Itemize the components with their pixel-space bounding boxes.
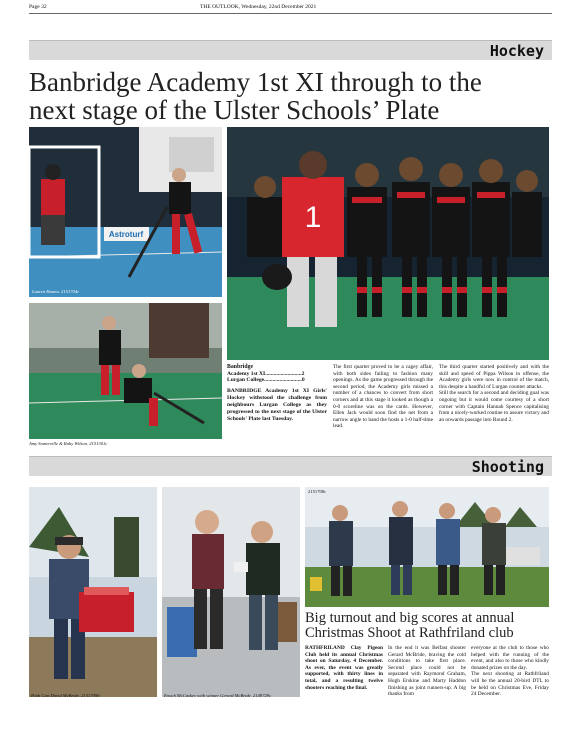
results-team-name: Banbridge — [227, 364, 254, 370]
hockey-intro: BANBRIDGE Academy 1st XI Girls' Hockey withstood the challenge from neighbours Lurgan College as they progressed to the next stage of the Ulster Schools' Plate last Tuesday. — [227, 387, 327, 422]
shooting-paragraph-1: RATHFRILAND Clay Pigeon Club held its annual Christmas shoot on Saturday, 4 December. As ever, the event was greatly supported, with thirty lines in total, and a resulting twelve shooters reaching the final. — [305, 645, 383, 691]
hockey-section-label: Hockey — [489, 42, 544, 60]
hockey-headline — [29, 68, 482, 125]
shooting-section-bar — [29, 456, 552, 476]
hockey-article-col2 — [333, 364, 433, 430]
page-number: Page 32 — [29, 4, 47, 10]
shooting-paragraph-3b: The next shooting at Rathfriland will be the annual 20-bird DTL to be held on Christmas Eve, Friday 24 December. — [471, 671, 549, 698]
shooting-article-col1 — [305, 645, 383, 691]
shooting-headline — [305, 611, 514, 641]
hockey-section-bar — [29, 40, 552, 60]
shooting-photo2-caption: Enoch McCaskey with winner Gerard McBride. 2149729c — [164, 693, 272, 697]
hockey-photo-somerville-wilson — [29, 303, 222, 439]
hockey-headline-line2: next stage of the Ulster Schools’ Plate — [29, 95, 440, 126]
shooting-headline-line1: Big turnout and big scores at annual — [305, 610, 515, 626]
hockey-paragraph-3b: Still the search for a second and deciding goal was ongoing but it would come courtesy of a short corner with Captain Hannah Spence capitalising from a nicely-worked routine to assure victory and an onwards passage into Round 2. — [439, 390, 549, 423]
hockey-paragraph-2: The first quarter proved to be a cagey affair, with both sides failing to fashion many openings. As the game progressed through the second period, the Academy girls missed a number of a chances to convert from short corners and at this stage it looked as though a 0-0 scoreline was on the cards. However, Ellen Jack would soon find the net from a narrow angle to hand the hosts a 1-0 half-time lead. — [333, 364, 433, 430]
hockey-photo-lauren-hanna — [29, 127, 222, 297]
hockey-photo3-caption: Amy Somerville & Ruby Wilson. 2151301c — [29, 441, 108, 446]
publication-date: THE OUTLOOK, Wednesday, 22nd December 2021 — [200, 4, 317, 10]
hockey-photo-team-huddle — [227, 127, 549, 360]
hockey-article-col3 — [439, 364, 549, 423]
hockey-paragraph-3a: The third quarter started positively and with the skill and speed of Pippa Wilson in offense, the Academy girls were now in control of the match, this despite a handful of Lurgan counter attacks. — [439, 364, 549, 390]
hockey-article-col1 — [227, 364, 327, 423]
shooting-section-label: Shooting — [471, 458, 544, 476]
shooting-article-col3 — [471, 645, 549, 698]
goalkeeper-jersey-number: 1 — [304, 201, 322, 234]
hockey-photo1-caption: Lauren Hanna. 2151704c — [32, 289, 80, 294]
astroturf-board-text: Astroturf — [108, 230, 144, 239]
shooting-photo1-caption: High Gun David McBride. 2151709b — [31, 693, 100, 697]
shooting-paragraph-3a: everyone at the club to those who helped with the running of the event, and also to those who kindly donated prizes on the day. — [471, 645, 549, 671]
result-row-1: Academy 1st XI..........................2 — [227, 370, 305, 377]
shooting-headline-line2: Christmas Shoot at Rathfriland club — [305, 625, 514, 642]
hockey-headline-line1: Banbridge Academy 1st XI through to the — [29, 67, 482, 97]
shooting-photo-david-mcbride — [29, 487, 157, 697]
shooting-photo-group — [305, 487, 549, 607]
result-row-2: Lurgan College...........................0 — [227, 377, 305, 384]
shooting-photo3-code: 2151708c — [308, 489, 327, 494]
shooting-article-col2 — [388, 645, 466, 698]
shooting-photo-enoch-gerard — [162, 487, 300, 697]
shooting-paragraph-2: In the end it was Belfast shooter Gerard McBride, braving the cold conditions to take first place. Second place could not be separated with Raymond Graham, Hugh Erskine and Marty Haddon finishing as joint runners-up. A big thanks from — [388, 645, 466, 698]
header-rule — [29, 13, 552, 14]
